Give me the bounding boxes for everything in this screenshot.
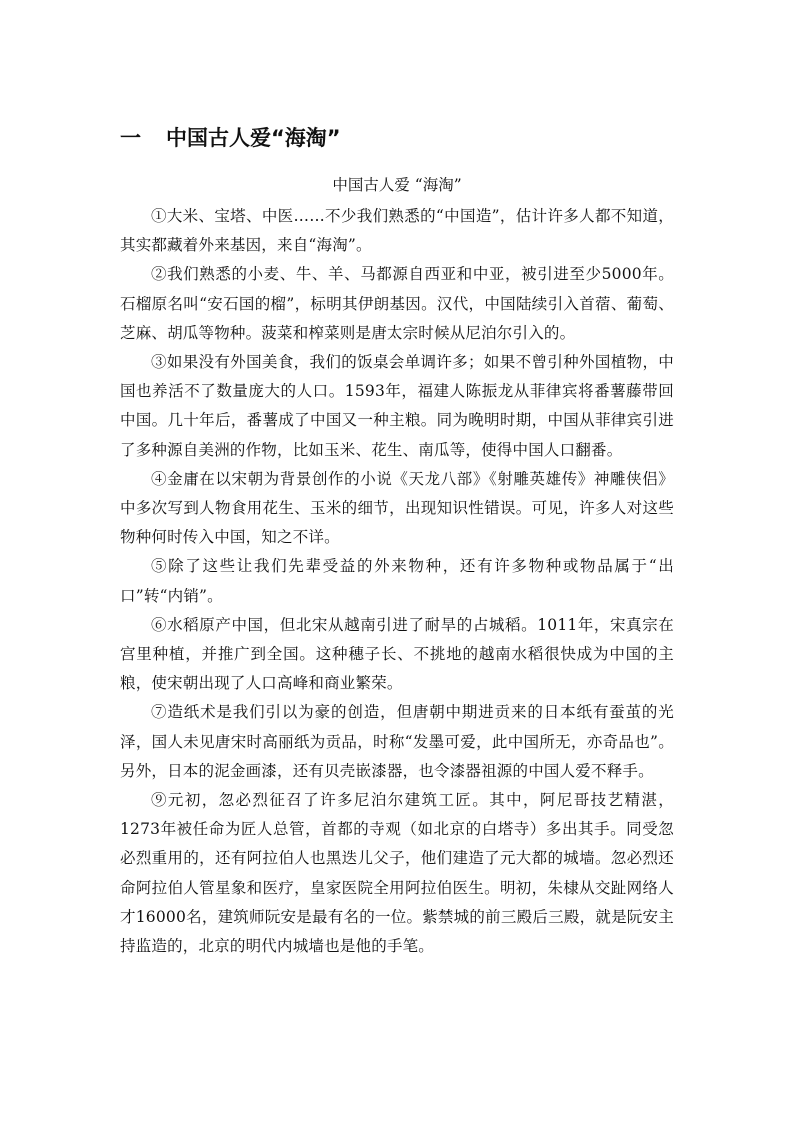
section-number: 一 [120,126,141,150]
article-title: 中国古人爱 “海淘” [332,176,462,194]
paragraph-9: ⑨元初，忽必烈征召了许多尼泊尔建筑工匠。其中，阿尼哥技艺精湛，1273年被任命为匠人总管，首都的寺观（如北京的白塔寺）多出其手。同受忽必烈重用的，还有阿拉伯人也黑迭儿父子，他们建造了元大都的城墙。忽必烈还命阿拉伯人管星象和医疗，皇家医院全用阿拉伯医生。明初，朱棣从交趾网络人才16000名，建筑师阮安是最有名的一位。紫禁城的前三殿后三殿，就是阮安主持监造的，北京的明代内城墙也是他的手笔。 [120,791,674,956]
paragraph-4: ④金庸在以宋朝为背景创作的小说《天龙八部》《射雕英雄传》神雕侠侣》中多次写到人物食用花生、玉米的细节，出现知识性错误。可见，许多人对这些物种何时传入中国，知之不详。 [120,469,674,547]
paragraph-3: ③如果没有外国美食，我们的饭桌会单调许多；如果不曾引种外国植物，中国也养活不了数量庞大的人口。1593年，福建人陈振龙从菲律宾将番薯藤带回中国。几十年后，番薯成了中国又一种主粮。同为晚明时期，中国从菲律宾引进了多种源自美洲的作物，比如玉米、花生、南瓜等，使得中国人口翻番。 [120,353,674,459]
section-title: 中国古人爱“海淘” [166,126,341,150]
paragraph-7: ⑦造纸术是我们引以为豪的创造，但唐朝中期进贡来的日本纸有蚕茧的光泽，国人未见唐宋时高丽纸为贡品，时称“发墨可爱，此中国所无，亦奇品也”。另外，日本的泥金画漆，还有贝壳嵌漆器，也令漆器祖源的中国人爱不释手。 [120,703,674,780]
paragraph-5: ⑤除了这些让我们先辈受益的外来物种，还有许多物种或物品属于“出口”转“内销”。 [120,557,674,605]
paragraph-6: ⑥水稻原产中国，但北宋从越南引进了耐旱的占城稻。1011年，宋真宗在宫里种植，并推广到全国。这种穗子长、不挑地的越南水稻很快成为中国的主粮，使宋朝出现了人口高峰和商业繁荣。 [120,615,674,693]
section-heading [120,124,341,152]
article-body [120,202,674,961]
paragraph-1: ①大米、宝塔、中医……不少我们熟悉的“中国造”，估计许多人都不知道，其实都藏着外来基因，来自“海淘”。 [120,207,674,255]
paragraph-2: ②我们熟悉的小麦、牛、羊、马都源自西亚和中亚，被引进至少5000年。石榴原名叫“安石国的榴”，标明其伊朗基因。汉代，中国陆续引入首蓿、葡萄、芝麻、胡瓜等物种。菠菜和榨菜则是唐太宗时候从尼泊尔引入的。 [120,265,674,342]
